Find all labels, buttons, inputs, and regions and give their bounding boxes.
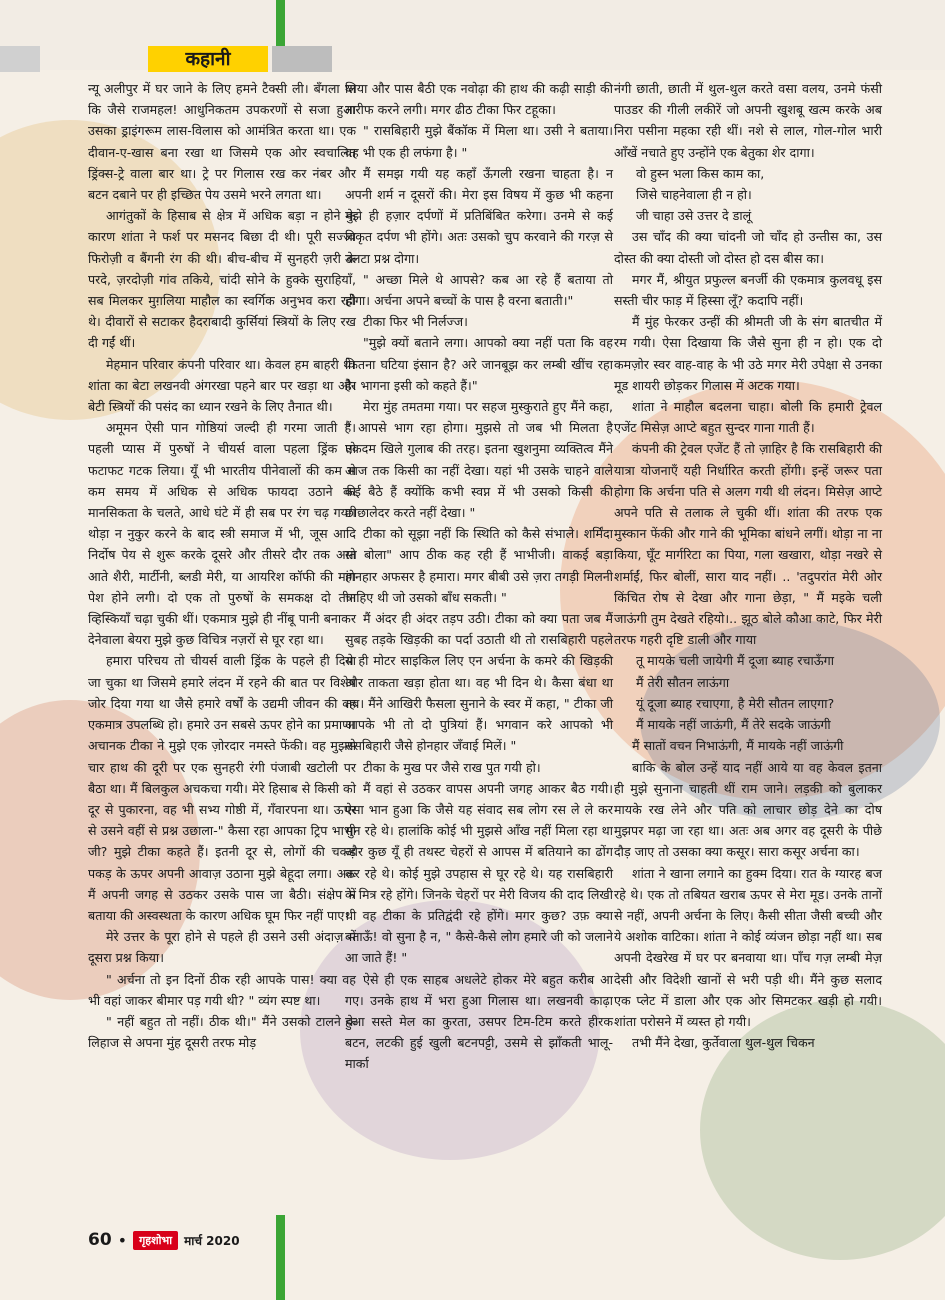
paragraph: जिसे चाहनेवाला ही न हो। (636, 187, 752, 203)
paragraph: " अच्छा मिले थे आपसे? कब आ रहे हैं बताया तो होगा। अर्चना अपने बच्चों के पास है वरना बताती।" (345, 271, 613, 309)
paragraph: टीका को सूझा नहीं कि स्थिति को कैसे संभाले। शर्मिंदा सा बोला" आप ठीक कह रही हैं भाभीजी। वाकई बड़ा होनहार अफसर है हमारा। मगर बीबी उसे ज़रा तगड़ी मिलनी चाहिए थी जो उसको बाँध सकती। " (345, 526, 613, 605)
paragraph: मैं अंदर ही अंदर तड़प उठी। टीका को क्या पता जब मैं सुबह तड़के खिड़की का पर्दा उठाती थी तो रासबिहारी पहले से ही मोटर साइकिल लिए एन अर्चना के कमरे की खिड़की और ताकता खड़ा होता था। वह भी दिन थे। कैसा बंधा था तब। मैंने आखिरी फैसला सुनाने के स्वर में कहा, " टीका जी आपके भी तो दो पुत्रियां हैं। भगवान करे आपको भी रासबिहारी जैसे होनहार जँवाई मिलें। " (345, 611, 613, 754)
paragraph: शांता ने माहौल बदलना चाहा। बोली कि हमारी ट्रेवल एजेंट मिसेज़ आप्टे बहुत सुन्दर गाना गाती हैं। (614, 399, 882, 436)
paragraph: कंपनी की ट्रेवल एजेंट हैं तो ज़ाहिर है कि रासबिहारी की यात्रा योजनाएँ यही निर्धारित करती होंगी। इन्हें जरूर पता होगा कि अर्चना पति से अलग गयी थी लंदन। मिसेज़ आप्टे अपने पति से तलाक ले चुकी थीं। शांता की तरफ एक मुस्कान फेंकी और गाने की भूमिका बांधने लगीं। थोड़ा ना ना किया, घूँट मार्गरिटा का पिया, गला खखारा, थोड़ा नखरे से शर्माईं, फिर बोलीं, सारा याद नहीं। .. 'तदुपरांत मेरी ओर किंचित रोष से देखा और गाना छेड़ा, " मैं मइके चली जाऊंगी तुम देखते रहियो।.. झूठ बोले कौआ काटे, फिर मेरी तरफ गहरी दृष्टि डाली और गाया (614, 441, 882, 648)
paragraph: ऐसे ही एक साहब अधलेटे होकर मेरे बहुत करीब आ गए। उनके हाथ में भरा हुआ गिलास था। लखनवी काढ़ा हुआ सस्ते मेल का कुरता, उसपर टिम-टिम करते हीरक बटन, लटकी हुई खुली बटनपट्टी, उसमे से झाँकती भालू-मार्का (345, 971, 613, 1072)
paragraph: "मुझे क्यों बताने लगा। आपको क्या नहीं पता कि वह कितना घटिया इंसान है? अरे जानबूझ कर लम्बी खींच रहा है। भागना इसी को कहते हैं।" (345, 335, 613, 393)
page-number: 60 (88, 1230, 112, 1250)
paragraph: तभी मैंने देखा, कुर्तेवाला थुल-थुल चिकन (632, 1035, 815, 1051)
paragraph: टीका फिर भी निर्लज्ज। (363, 314, 468, 330)
paragraph: " रासबिहारी मुझे बैंकॉक में मिला था। उसी ने बताया। वह भी एक ही लफंगा है। " (345, 123, 613, 160)
paragraph: अमूमन ऐसी पान गोष्ठियां जल्दी ही गरमा जाती हैं। पहली प्यास में पुरुषों ने चीयर्स वाला पहला ड्रिंक तो फटाफट गटक लिया। यूँ भी भारतीय पीनेवालों की कम से कम समय में अधिक से अधिक फायदा उठाने की मानसिकता के चलते, आधे घंटे में ही सब पर रंग चढ़ गया। थोड़ा न नुकुर करने के बाद स्त्री समाज में भी, जूस आदि निर्दोष पेय से शुरू करके दूसरे और तीसरे दौर तक आते आते शैरी, मार्टीनी, ब्लडी मेरी, या आयरिश कॉफी की मांग पेश होने लगी। दो एक तो पुरुषों के समकक्ष दो तीन व्हिस्कियाँ चढ़ा चुकी थीं। एकमात्र मुझे ही नींबू पानी बनाकर देनेवाला बेयरा मुझे कुछ विचित्र नज़रों से घूर रहा था। (88, 420, 356, 648)
paragraph: मैं तेरी सौतन लाऊंगा (636, 674, 730, 690)
paragraph: यूं दूजा ब्याह रचाएगा, है मेरी सौतन लाएगा? (636, 695, 835, 711)
paragraph: उस चाँद की क्या चांदनी जो चाँद हो उन्तीस का, उस दोस्त की क्या दोस्ती जो दोस्त हो दस बीस का। (614, 229, 882, 266)
green-divider-bottom (276, 1215, 285, 1300)
paragraph: हमारा परिचय तो चीयर्स वाली ड्रिंक के पहले ही दिया जा चुका था जिसमे हमारे लंदन में रहने की बात पर विशेष जोर दिया गया था जैसे हमारे वर्षों के उद्यमी जीवन की वह एकमात्र उपलब्धि हो। हमारे उन सबसे ऊपर होने का प्रमाण। अचानक टीका ने मुझे एक ज़ोरदार नमस्ते फेंकी। वह मुझसे चार हाथ की दूरी पर एक सुनहरी रंगी पंजाबी खटोली पर बैठा था। मैं बिलकुल अचकचा गयी। मेरे हिसाब से किसी को दूर से पुकारना, वह भी सभ्य गोष्ठी में, गँवारपना था। ऊपर से उसने वहीं से प्रश्न उछाला-" कैसा रहा आपका ट्रिप भाभी जी? मुझे टीका कहते हैं। इतनी दूर से, लोगों की चकड़ पकड़ के ऊपर अपनी आवाज़ उठाना मुझे बेहूदा लगा। अतः मैं अपनी जगह से उठकर उसके पास जा बैठी। संक्षेप में बताया की अस्वस्थता के कारण अधिक घूम फिर नहीं पाए। (88, 653, 356, 923)
section-title: कहानी (148, 46, 268, 72)
green-divider-top (276, 0, 285, 50)
text-column-1 (88, 78, 356, 1053)
paragraph: वो हुस्न भला किस काम का, (636, 165, 765, 181)
paragraph: मैं वहां से उठकर वापस अपनी जगह आकर बैठ गयी। ऐसा भान हुआ कि जैसे यह संवाद सब लोग रस ले ले कर सुन रहे थे। हालांकि कोई भी मुझसे आँख नहीं मिला रहा था और कुछ यूँ ही तथस्ट चेहरों से आपस में बतियाने का ढोंग कर रहे थे। कोई मुझे उपहास से घूर रहे थे। यह रासबिहारी के मित्र रहे होंगे। जिनके चेहरों पर मेरी विजय की दाद लिखी थी वह टीका के प्रतिद्वंदी रहे होंगे। मगर कुछ? उफ़ क्या बताऊँ! वो सुना है न, " कैसे-कैसे लोग हमारे जी को जलाने आ जाते हैं! " (345, 780, 613, 966)
magazine-logo: गृहशोभा (133, 1231, 178, 1250)
header-grey-block (0, 46, 40, 72)
paragraph: नंगी छाती, छाती में थुल-थुल करते वसा वलय, उनमे फंसी पाउडर की गीली लकीरें जो अपनी खुशबू खत्म करके अब निरा पसीना महका रही थीं। नशे से लाल, गोल-गोल भारी आँखें नचाते हुए उन्होंने एक बेतुका शेर दागा। (614, 81, 882, 160)
paragraph: मेहमान परिवार कंपनी परिवार था। केवल हम बाहरी थे। शांता का बेटा लखनवी अंगरखा पहने बार पर खड़ा था और बेटी स्त्रियों की पसंद का ध्यान रखने के लिए तैनात थी। (88, 356, 356, 415)
header-band (0, 0, 945, 70)
paragraph: न्यू अलीपुर में घर जाने के लिए हमने टैक्सी ली। बँगला था कि जैसे राजमहल! आधुनिकतम उपकरणों से सजा हुआ उसका ड्राइंगरूम लास-विलास को आमंत्रित करता था। एक दीवान-ए-खास बना रखा था जिसमे एक ओर स्वचालित ड्रिंक्स-ट्रे वाला बार था। ट्रे पर गिलास रख कर नंबर और बटन दबाने पर ही इच्छित पेय उसमे भरने लगता था। (88, 81, 356, 203)
paragraph: मगर मैं, श्रीयुत प्रफुल्ल बनर्जी की एकमात्र कुलवधू इस सस्ती चीर फाड़ में हिस्सा लूँ? कदापि नहीं। (614, 271, 882, 309)
paragraph: आगंतुकों के हिसाब से क्षेत्र में अधिक बड़ा न होने के कारण शांता ने फर्श पर मसनद बिछा दी थी। पूरी सज्जा फिरोज़ी व बैंगनी रंग की थी। बीच-बीच में सुनहरी ज़री के परदे, ज़रदोज़ी गांव तकिये, चांदी सोने के हुक्के सुराहियाँ, सब मिलकर मुग़लिया माहौल का स्वर्गिक अनुभव करा रही थे। दीवारों से सटाकर हैदराबादी कुर्सियां स्त्रियों के लिए रख दी गईं थीं। (88, 208, 356, 351)
page-footer (88, 1228, 240, 1252)
paragraph: मैं मायके नहीं जाऊंगी, मैं तेरे सदके जाऊंगी (636, 717, 831, 733)
paragraph: मैं सातों वचन निभाऊंगी, मैं मायके नहीं जाऊंगी (632, 738, 844, 754)
paragraph: तू मायके चली जायेगी मैं दूजा ब्याह रचाऊँगा (636, 653, 834, 669)
paragraph: लिया और पास बैठी एक नवोढ़ा की हाथ की कढ़ी साड़ी की तारीफ करने लगी। मगर ढीठ टीका फिर टहूका। (345, 81, 613, 118)
paragraph: " नहीं बहुत तो नहीं। ठीक थी।" मैंने उसको टालने के लिहाज से अपना मुंह दूसरी तरफ मोड़ (88, 1013, 356, 1051)
paragraph: टीका के मुख पर जैसे राख पुत गयी हो। (363, 759, 541, 775)
paragraph: जी चाहा उसे उत्तर दे डालूं (636, 208, 752, 224)
bullet-icon: • (117, 1230, 128, 1250)
text-column-2 (345, 78, 613, 1075)
paragraph: बाकि के बोल उन्हें याद नहीं आये या वह केवल इतना ही मुझे सुनाना चाहती थीं राम जाने। लड़की को बुलाकर मायके रख लेने और पति को लाचार छोड़ देने का दोष मुझपर मढ़ा जा रहा था। अतः अब अगर वह दूसरी के पीछे दौड़ जाए तो उसका क्या कसूर। सारा कसूर अर्चना का। (614, 759, 882, 860)
issue-date: मार्च 2020 (184, 1233, 240, 1248)
paragraph: शांता ने खाना लगाने का हुक्म दिया। रात के ग्यारह बज रहे थे। एक तो तबियत खराब ऊपर से मेरा मूड। उनके तानों से नहीं, अपनी अर्चना के लिए। कैसी सीता जैसी बच्ची और ये अशोक वाटिका। शांता ने कोई व्यंजन छोड़ा नहीं था। सब अपनी देखरेख में घर पर बनवाया था। पाँच गज़ लम्बी मेज़ देसी और विदेशी खानों से भरी पड़ी थी। मैंने कुछ सलाद एक प्लेट में डाला और एक ओर सिमटकर खड़ी हो गयी। शांता परोसने में व्यस्त हो गयी। (614, 865, 882, 1029)
paragraph: " अर्चना तो इन दिनों ठीक रही आपके पास! क्या वह भी वहां जाकर बीमार पड़ गयी थी? " व्यंग स्पष्ट था। (88, 971, 356, 1008)
text-column-3 (614, 78, 882, 1053)
paragraph: मेरे उत्तर के पूरा होने से पहले ही उसने उसी अंदाज़ में दूसरा प्रश्न किया। (88, 929, 356, 966)
paragraph: मैं समझ गयी यह कहाँ ऊँगली रखना चाहता है। न अपनी शर्म न दूसरों की। मेरा इस विषय में कुछ भी कहना मुझे ही हज़ार दर्पणों में प्रतिबिंबित करेगा। उनमे से कई विकृत दर्पण भी होंगे। अतः उसको चुप करवाने की गरज़ से उलटा प्रश्न दोगा। (345, 165, 613, 266)
paragraph: मेरा मुंह तमतमा गया। पर सहज मुस्कुराते हुए मैंने कहा, " आपसे भाग रहा होगा। मुझसे तो जब भी मिलता है एकदम खिले गुलाब की तरह। इतना खुशनुमा व्यक्तित्व मैंने आज तक किसी का नहीं देखा। यहां भी उसके चाहने वाले कई बैठे हैं क्योंकि कभी स्वप्न में भी उसको किसी की छीछालेदर करते नहीं देखा। " (345, 399, 613, 521)
paragraph: मैं मुंह फेरकर उन्हीं की श्रीमती जी के संग बातचीत में रम गयी। ऐसा दिखाया कि जैसे सुना ही न हो। एक दो कमज़ोर स्वर वाह-वाह के भी उठे मगर मेरी उपेक्षा से उनका मूड शायरी छोड़कर गिलास में अटक गया। (614, 314, 882, 393)
